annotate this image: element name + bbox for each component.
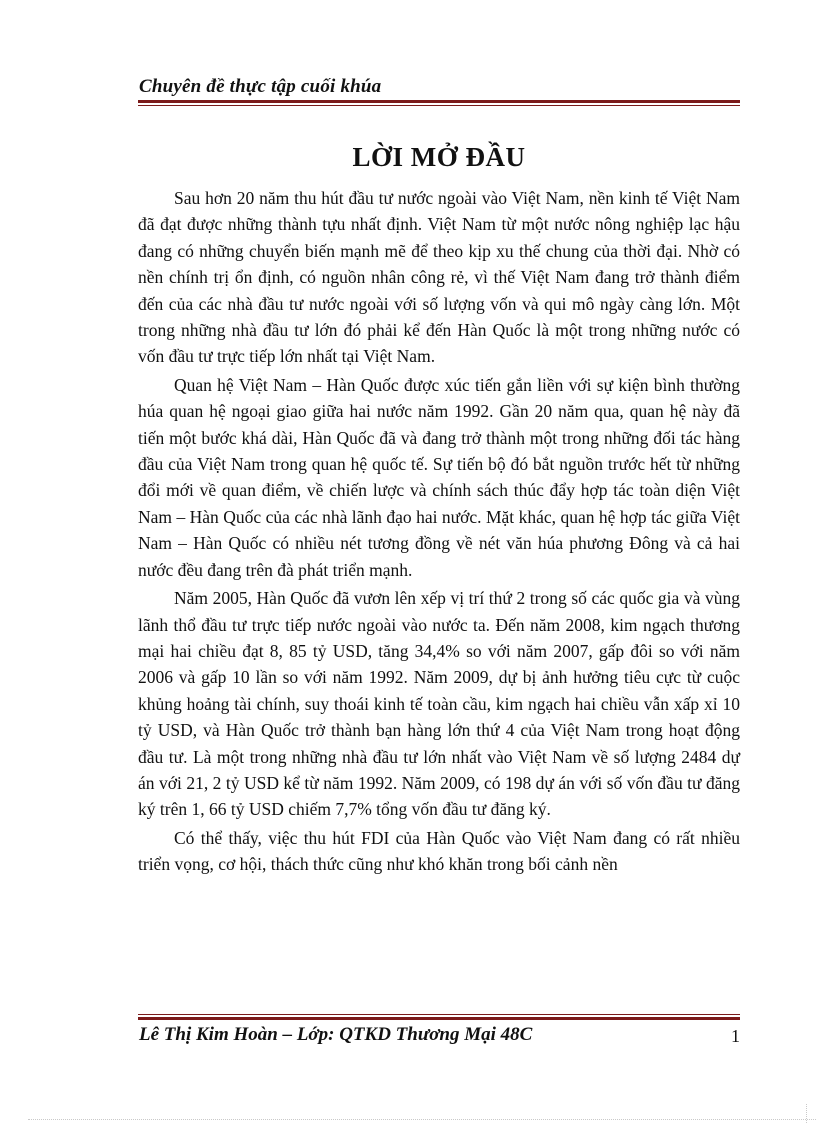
page-edge-divider [28,1119,816,1120]
running-footer: Lê Thị Kim Hoàn – Lớp: QTKD Thương Mại 48C [139,1024,533,1045]
paragraph-4: Có thể thấy, việc thu hút FDI của Hàn Quốc vào Việt Nam đang có rất nhiều triển vọng, cơ hội, thách thức cũng như khó khăn trong bối cảnh nền [138,827,740,875]
header-rule-thick [138,100,740,103]
footer-rule-thin [138,1014,740,1015]
page-title: LỜI MỞ ĐẦU [352,142,526,172]
paragraph-1: Sau hơn 20 năm thu hút đầu tư nước ngoài vào Việt Nam, nền kinh tế Việt Nam đã đạt được những thành tựu nhất định. Việt Nam từ một nước nông nghiệp lạc hậu đang có những chuyển biến mạnh mẽ để theo kịp xu thế chung của thời đại. Nhờ có nền chính trị ổn định, có nguồn nhân công rẻ, vì thế Việt Nam đang trở thành điểm đến của các nhà đầu tư nước ngoài với số lượng vốn và qui mô ngày càng lớn. Một trong những nhà đầu tư lớn đó phải kể đến Hàn Quốc là một trong những nước có vốn đầu tư trực tiếp lớn nhất tại Việt Nam. [138,188,740,367]
header-rule-thin [138,105,740,106]
paragraph-3: Năm 2005, Hàn Quốc đã vươn lên xếp vị trí thứ 2 trong số các quốc gia và vùng lãnh thổ đầu tư trực tiếp nước ngoài vào nước ta. Đến năm 2008, kim ngạch thương mại hai chiều đạt 8, 85 tỷ USD, tăng 34,4% so với năm 2007, gấp đôi so với năm 2006 và gấp 10 lần so với năm 1992. Năm 2009, dự bị ảnh hưởng tiêu cực từ cuộc khủng hoảng tài chính, suy thoái kinh tế toàn cầu, kim ngạch hai chiều vẫn xấp xỉ 10 tỷ USD, và Hàn Quốc trở thành bạn hàng lớn thứ 4 của Việt Nam trong hoạt động đầu tư. Là một trong những nhà đầu tư lớn nhất vào Việt Nam về số lượng 2484 dự án với 21, 2 tỷ USD kể từ năm 1992. Năm 2009, có 198 dự án với số vốn đầu tư đăng ký trên 1, 66 tỷ USD chiếm 7,7% tổng vốn đầu tư đăng ký. [138,588,740,820]
body-text [138,185,740,880]
running-header: Chuyên đề thực tập cuối khúa [139,76,382,97]
page-number: 1 [731,1026,740,1046]
footer-rule-thick [138,1017,740,1020]
page-edge-corner [806,1104,807,1123]
paragraph-2: Quan hệ Việt Nam – Hàn Quốc được xúc tiến gắn liền với sự kiện bình thường húa quan hệ ngoại giao giữa hai nước năm 1992. Gần 20 năm qua, quan hệ này đã tiến một bước khá dài, Hàn Quốc đã và đang trở thành một trong những đối tác hàng đầu của Việt Nam trong quan hệ quốc tế. Sự tiến bộ đó bắt nguồn trước hết từ những đổi mới về quan điểm, về chiến lược và chính sách thúc đẩy hợp tác toàn diện Việt Nam – Hàn Quốc của các nhà lãnh đạo hai nước. Mặt khác, quan hệ hợp tác giữa Việt Nam – Hàn Quốc có nhiều nét tương đồng về nét văn húa phương Đông và cả hai nước đều đang trên đà phát triển mạnh. [138,374,740,580]
